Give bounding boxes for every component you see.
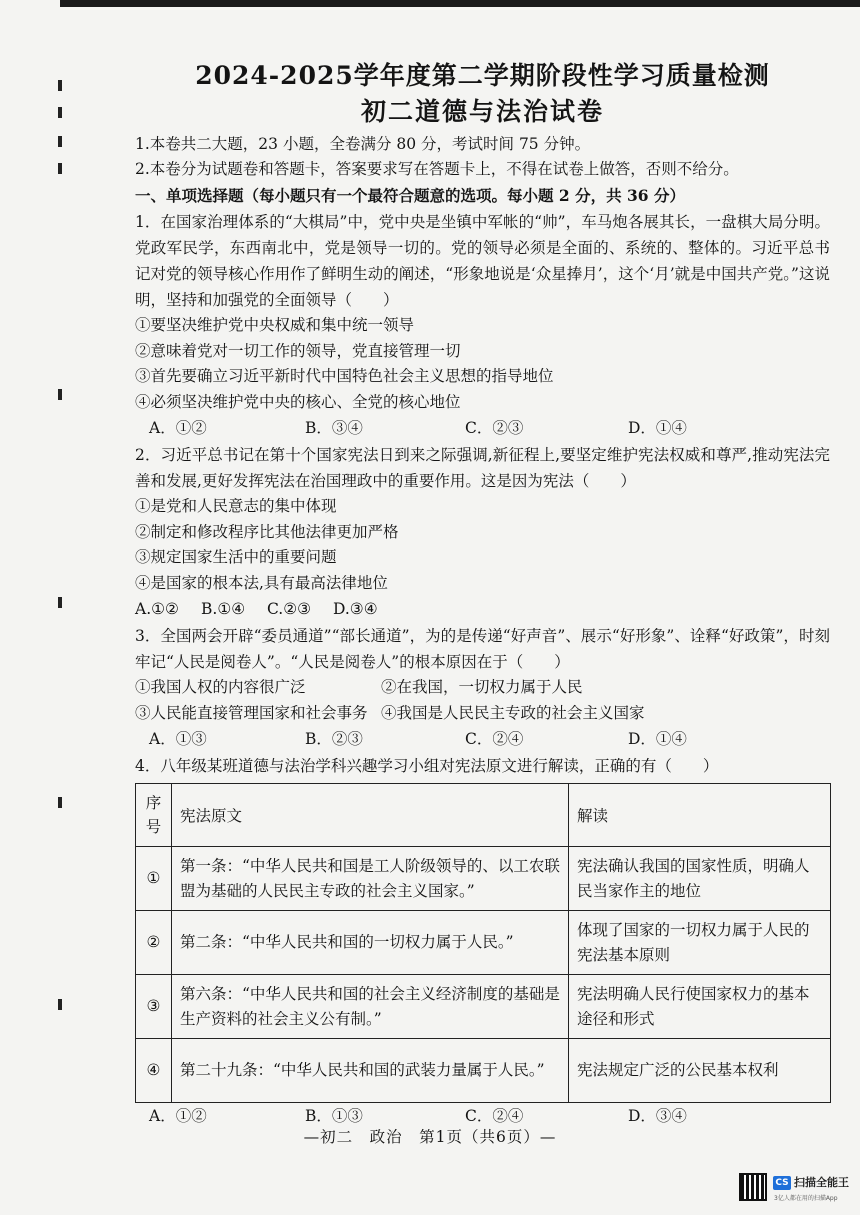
statement-row <box>135 701 830 727</box>
answer-choice-a: A．①③ <box>149 730 207 748</box>
col-header-number: 序号 <box>136 784 172 847</box>
answer-choice-a: A．①② <box>149 1107 207 1125</box>
statement-row <box>135 675 830 701</box>
statement-option: ①要坚决维护党中央权威和集中统一领导 <box>135 316 415 334</box>
row-number: ③ <box>136 975 172 1039</box>
answer-choice-c: C．②③ <box>465 419 524 437</box>
statement-option: ①我国人权的内容很广泛 <box>135 678 306 696</box>
answer-choice-b: B.①④ <box>201 600 246 618</box>
question-4 <box>135 753 830 1130</box>
question-2 <box>135 442 830 623</box>
statement-option: ③首先要确立习近平新时代中国特色社会主义思想的指导地位 <box>135 367 554 385</box>
table-row <box>136 847 831 911</box>
answer-choice-d: D．③④ <box>628 1107 687 1125</box>
answer-choices <box>135 726 830 753</box>
question-stem: 1．在国家治理体系的“大棋局”中，党中央是坐镇中军帐的“帅”，车马炮各展其长，一盘棋大局分明。党政军民学，东西南北中，党是领导一切的。党的领导必须是全面的、系统的、整体的。习近平总书记对党的领导核心作用作了鲜明生动的阐述，“形象地说是‘众星捧月’，这个‘月’就是中国共产党。”这说明，坚持和加强党的全面领导（ ） <box>135 213 830 309</box>
answer-choices <box>135 596 830 623</box>
table-row <box>136 911 831 975</box>
instruction-note-1: 1.本卷共二大题，23 小题，全卷满分 80 分，考试时间 75 分钟。 <box>135 135 591 153</box>
statement-option: ④是国家的根本法,具有最高法律地位 <box>135 573 388 592</box>
answer-choice-a: A．①② <box>149 419 207 437</box>
section-heading: 一、单项选择题（每小题只有一个最符合题意的选项。每小题 2 分，共 36 分） <box>135 186 685 205</box>
answer-choice-b: B．③④ <box>305 419 363 437</box>
answer-choice-a: A.①② <box>135 600 179 618</box>
binding-mark <box>58 999 62 1010</box>
question-stem: 2．习近平总书记在第十个国家宪法日到来之际强调,新征程上,要坚定维护宪法权威和尊严,推动宪法完善和发展,更好发挥宪法在治国理政中的重要作用。这是因为宪法（ ） <box>135 446 830 490</box>
scanner-app-name: 扫描全能王 <box>794 1176 849 1189</box>
row-number: ② <box>136 911 172 975</box>
camscanner-logo-icon: CS <box>773 1176 791 1190</box>
constitution-table <box>135 783 831 1103</box>
table-header-row <box>136 784 831 847</box>
statement-option: ①是党和人民意志的集中体现 <box>135 497 337 515</box>
statement-option: ②意味着党对一切工作的领导，党直接管理一切 <box>135 341 461 360</box>
statement-option: ④我国是人民民主专政的社会主义国家 <box>381 703 645 722</box>
exam-subtitle: 初二道德与法治试卷 <box>360 97 604 126</box>
row-text: 第六条：“中华人民共和国的社会主义经济制度的基础是生产资料的社会主义公有制。” <box>172 975 569 1039</box>
table-row <box>136 1039 831 1103</box>
row-reading: 宪法确认我国的国家性质，明确人民当家作主的地位 <box>569 847 831 911</box>
statement-option: ③人民能直接管理国家和社会事务 <box>135 703 368 722</box>
row-reading: 体现了国家的一切权力属于人民的宪法基本原则 <box>569 911 831 975</box>
page-footer: —初二 政治 第1页（共6页）— <box>303 1128 557 1146</box>
answer-choice-b: B．①③ <box>305 1107 363 1125</box>
answer-choice-c: C.②③ <box>267 600 312 618</box>
qr-code-icon <box>739 1173 767 1201</box>
answer-choice-b: B．②③ <box>305 730 363 748</box>
question-stem: 3．全国两会开辟“委员通道”“部长通道”，为的是传递“好声音”、展示“好形象”、诠释“好政策”，时刻牢记“人民是阅卷人”。“人民是阅卷人”的根本原因在于（ ） <box>135 627 830 671</box>
exam-page <box>135 58 830 1130</box>
statement-option: ③规定国家生活中的重要问题 <box>135 548 337 566</box>
binding-mark <box>58 80 62 91</box>
binding-mark <box>58 136 62 147</box>
question-3 <box>135 623 830 753</box>
answer-choice-d: D．①④ <box>628 419 687 437</box>
answer-choices <box>135 415 830 442</box>
row-number: ① <box>136 847 172 911</box>
row-text: 第二十九条：“中华人民共和国的武装力量属于人民。” <box>172 1039 569 1103</box>
binding-mark <box>58 389 62 400</box>
row-text: 第二条：“中华人民共和国的一切权力属于人民。” <box>172 911 569 975</box>
answer-choice-d: D．①④ <box>628 730 687 748</box>
answer-choice-c: C．②④ <box>465 730 524 748</box>
binding-mark <box>58 597 62 608</box>
answer-choice-d: D.③④ <box>333 600 378 618</box>
statement-option: ②制定和修改程序比其他法律更加严格 <box>135 522 399 541</box>
scanner-app-tagline: 3亿人都在用的扫描App <box>774 1195 838 1202</box>
exam-title: 2024-2025学年度第二学期阶段性学习质量检测 <box>195 61 770 90</box>
row-number: ④ <box>136 1039 172 1103</box>
binding-mark <box>58 163 62 174</box>
instruction-note-2: 2.本卷分为试题卷和答题卡，答案要求写在答题卡上，不得在试卷上做答，否则不给分。 <box>135 160 739 178</box>
statement-option: ④必须坚决维护党中央的核心、全党的核心地位 <box>135 392 461 411</box>
binding-mark <box>58 797 62 808</box>
table-row <box>136 975 831 1039</box>
row-reading: 宪法明确人民行使国家权力的基本途径和形式 <box>569 975 831 1039</box>
col-header-text: 宪法原文 <box>172 784 569 847</box>
question-stem: 4．八年级某班道德与法治学科兴趣学习小组对宪法原文进行解读，正确的有（ ） <box>135 757 719 775</box>
question-1 <box>135 209 830 442</box>
statement-option: ②在我国，一切权力属于人民 <box>381 678 583 696</box>
binding-mark <box>58 107 62 118</box>
scan-top-edge <box>60 0 860 7</box>
col-header-reading: 解读 <box>569 784 831 847</box>
row-reading: 宪法规定广泛的公民基本权利 <box>569 1039 831 1103</box>
row-text: 第一条：“中华人民共和国是工人阶级领导的、以工农联盟为基础的人民民主专政的社会主义国家。” <box>172 847 569 911</box>
answer-choice-c: C．②④ <box>465 1107 524 1125</box>
